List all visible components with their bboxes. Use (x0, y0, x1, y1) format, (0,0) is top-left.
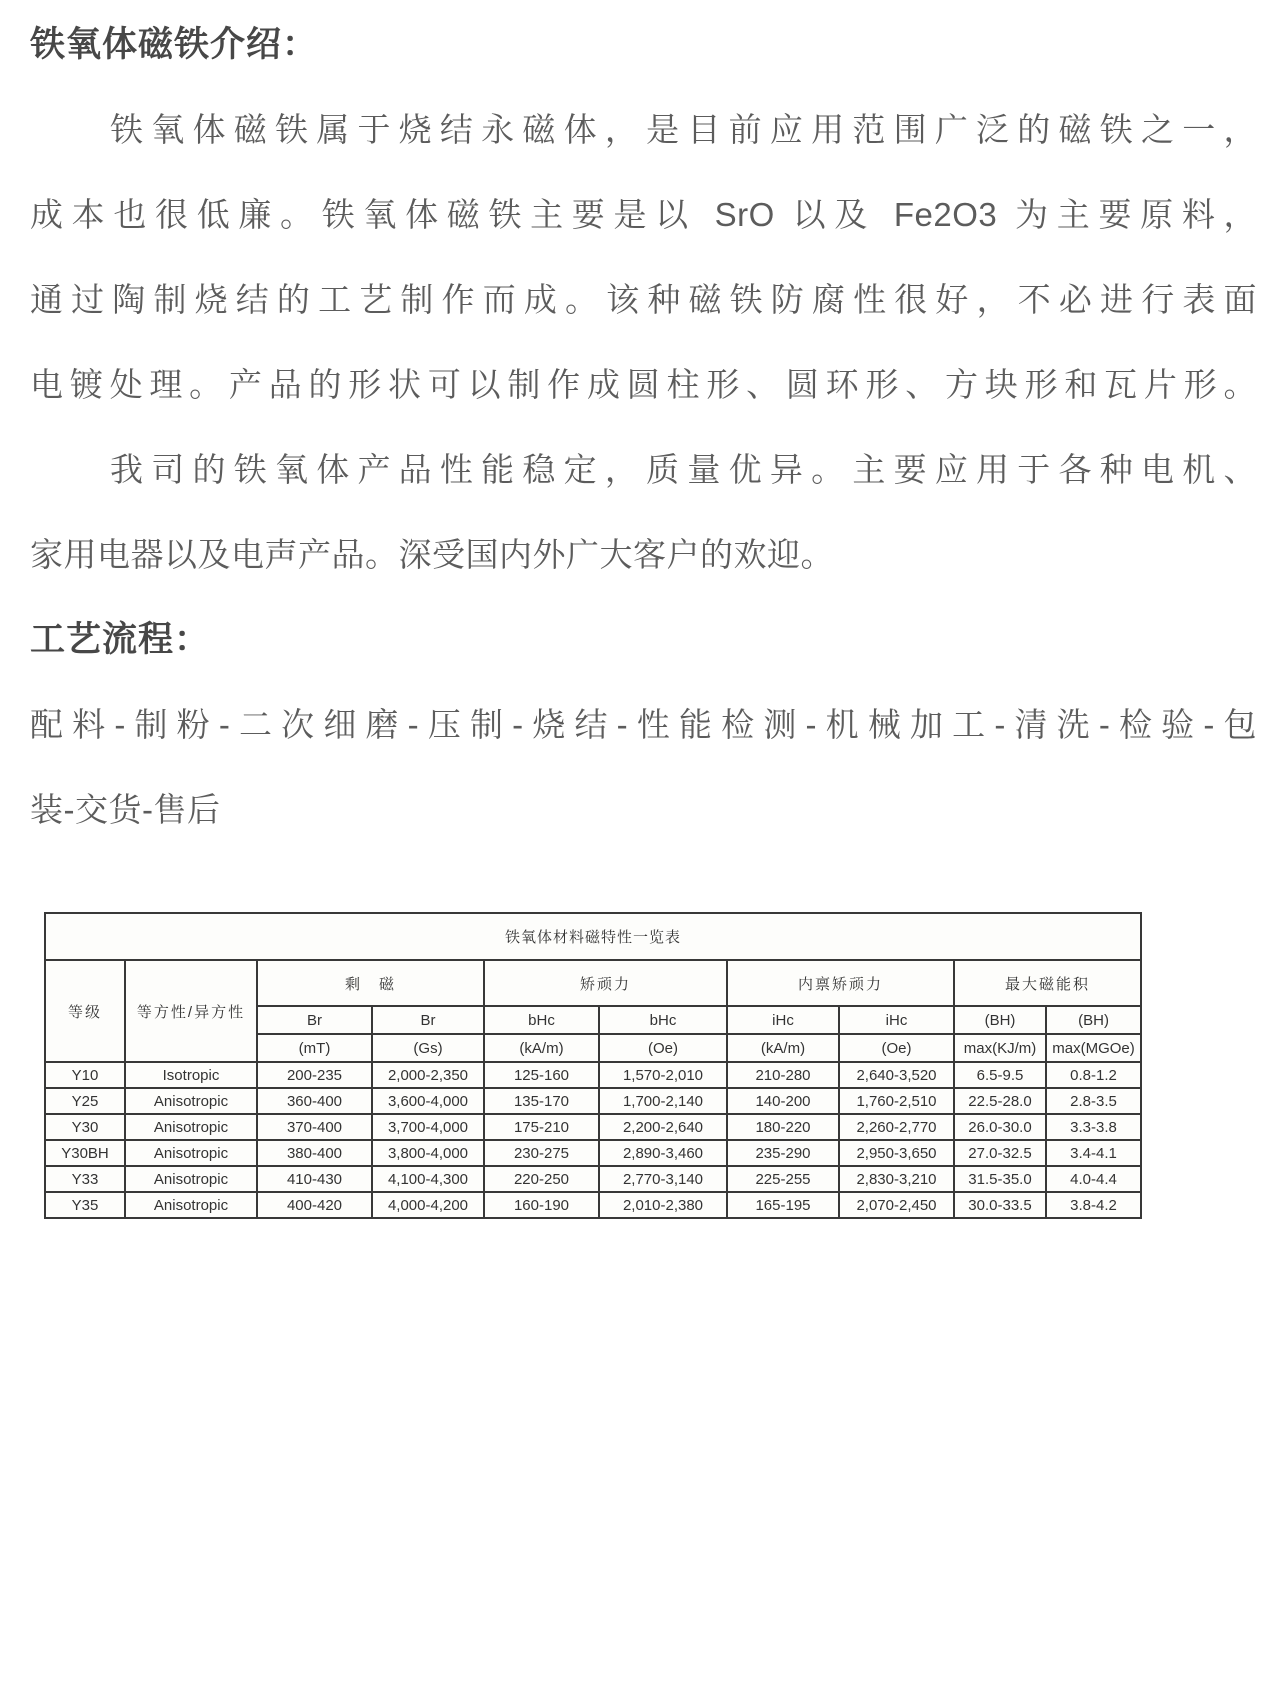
table-cell: 2,000-2,350 (372, 1062, 484, 1088)
table-cell: 3.4-4.1 (1046, 1140, 1141, 1166)
table-subheader-cell: (BH) (954, 1006, 1046, 1034)
table-unit-cell: max(MGOe) (1046, 1034, 1141, 1062)
table-cell: 27.0-32.5 (954, 1140, 1046, 1166)
table-row (45, 1088, 1141, 1114)
table-cell: 225-255 (727, 1166, 839, 1192)
table-cell: 26.0-30.0 (954, 1114, 1046, 1140)
table-cell: 2,770-3,140 (599, 1166, 727, 1192)
table-cell: 2,010-2,380 (599, 1192, 727, 1218)
table-row (45, 1114, 1141, 1140)
text-line: 我司的铁氧体产品性能稳定，质量优异。主要应用于各种电机、 (110, 451, 1257, 488)
table-group-header-row (45, 960, 1141, 1006)
magnet-properties-table (44, 912, 1142, 1219)
section-heading: 工艺流程： (30, 620, 211, 659)
table-cell: 4,000-4,200 (372, 1192, 484, 1218)
table-cell: 2.8-3.5 (1046, 1088, 1141, 1114)
table-cell: 175-210 (484, 1114, 599, 1140)
table-cell: 2,950-3,650 (839, 1140, 954, 1166)
table-cell: Anisotropic (125, 1140, 257, 1166)
table-unit-cell: (kA/m) (727, 1034, 839, 1062)
table-subheader-cell: iHc (839, 1006, 954, 1034)
table-unit-cell: (Gs) (372, 1034, 484, 1062)
table-cell: 30.0-33.5 (954, 1192, 1046, 1218)
table-subheader-cell: Br (257, 1006, 372, 1034)
table-cell: 220-250 (484, 1166, 599, 1192)
table-cell: Y33 (45, 1166, 125, 1192)
table-cell: 1,700-2,140 (599, 1088, 727, 1114)
table-cell: Anisotropic (125, 1192, 257, 1218)
table-subheader-cell: bHc (599, 1006, 727, 1034)
header-group-max-energy-product: 最大磁能积 (954, 960, 1141, 1006)
table-cell: Anisotropic (125, 1088, 257, 1114)
table-cell: 1,760-2,510 (839, 1088, 954, 1114)
table-cell: Y10 (45, 1062, 125, 1088)
document-text (30, 2, 1257, 852)
table-section (44, 912, 1257, 1219)
table-cell: 3.8-4.2 (1046, 1192, 1141, 1218)
table-unit-cell: (Oe) (599, 1034, 727, 1062)
table-title: 铁氧体材料磁特性一览表 (45, 913, 1141, 960)
table-cell: 230-275 (484, 1140, 599, 1166)
table-cell: Y35 (45, 1192, 125, 1218)
text-line: 装-交货-售后 (30, 791, 221, 828)
table-subheader-cell: bHc (484, 1006, 599, 1034)
table-cell: 400-420 (257, 1192, 372, 1218)
table-subheader-cell: Br (372, 1006, 484, 1034)
table-cell: 3,800-4,000 (372, 1140, 484, 1166)
table-cell: 2,830-3,210 (839, 1166, 954, 1192)
table-cell: 2,890-3,460 (599, 1140, 727, 1166)
table-row (45, 1166, 1141, 1192)
header-isotropy: 等方性/异方性 (125, 960, 257, 1062)
header-group-coercivity: 矫顽力 (484, 960, 727, 1006)
table-unit-cell: (Oe) (839, 1034, 954, 1062)
table-cell: 160-190 (484, 1192, 599, 1218)
table-unit-cell: (mT) (257, 1034, 372, 1062)
table-cell: 3.3-3.8 (1046, 1114, 1141, 1140)
header-group-intrinsic-coercivity: 内禀矫顽力 (727, 960, 954, 1006)
table-cell: 135-170 (484, 1088, 599, 1114)
table-cell: 165-195 (727, 1192, 839, 1218)
table-body (45, 1062, 1141, 1218)
header-group-remanence: 剩 磁 (257, 960, 484, 1006)
table-cell: 4.0-4.4 (1046, 1166, 1141, 1192)
table-cell: 2,640-3,520 (839, 1062, 954, 1088)
table-cell: 2,260-2,770 (839, 1114, 954, 1140)
table-cell: 410-430 (257, 1166, 372, 1192)
table-cell: Anisotropic (125, 1166, 257, 1192)
table-cell: Y30 (45, 1114, 125, 1140)
table-row (45, 1192, 1141, 1218)
table-cell: 370-400 (257, 1114, 372, 1140)
table-cell: 380-400 (257, 1140, 372, 1166)
table-cell: 22.5-28.0 (954, 1088, 1046, 1114)
text-line: 配料-制粉-二次细磨-压制-烧结-性能检测-机械加工-清洗-检验-包 (30, 706, 1257, 743)
header-grade: 等级 (45, 960, 125, 1062)
text-line: 通过陶制烧结的工艺制作而成。该种磁铁防腐性很好，不必进行表面 (30, 281, 1257, 318)
table-cell: 2,200-2,640 (599, 1114, 727, 1140)
table-cell: 0.8-1.2 (1046, 1062, 1141, 1088)
text-line: 成本也很低廉。铁氧体磁铁主要是以 SrO 以及 Fe2O3 为主要原料， (30, 196, 1257, 233)
table-row (45, 1062, 1141, 1088)
text-line: 电镀处理。产品的形状可以制作成圆柱形、圆环形、方块形和瓦片形。 (30, 366, 1257, 403)
table-subheader-cell: iHc (727, 1006, 839, 1034)
table-cell: 3,700-4,000 (372, 1114, 484, 1140)
table-cell: 210-280 (727, 1062, 839, 1088)
table-cell: 2,070-2,450 (839, 1192, 954, 1218)
table-cell: 3,600-4,000 (372, 1088, 484, 1114)
table-cell: Y25 (45, 1088, 125, 1114)
table-cell: Isotropic (125, 1062, 257, 1088)
table-cell: Anisotropic (125, 1114, 257, 1140)
table-cell: 360-400 (257, 1088, 372, 1114)
text-line: 家用电器以及电声产品。深受国内外广大客户的欢迎。 (30, 536, 834, 573)
table-unit-cell: (kA/m) (484, 1034, 599, 1062)
table-cell: 125-160 (484, 1062, 599, 1088)
table-subheader-cell: (BH) (1046, 1006, 1141, 1034)
table-cell: 140-200 (727, 1088, 839, 1114)
section-heading: 铁氧体磁铁介绍： (30, 25, 319, 64)
table-cell: 31.5-35.0 (954, 1166, 1046, 1192)
table-cell: 200-235 (257, 1062, 372, 1088)
table-cell: 4,100-4,300 (372, 1166, 484, 1192)
table-cell: 1,570-2,010 (599, 1062, 727, 1088)
table-title-row (45, 913, 1141, 960)
table-cell: 235-290 (727, 1140, 839, 1166)
text-line: 铁氧体磁铁属于烧结永磁体，是目前应用范围广泛的磁铁之一， (110, 111, 1257, 148)
table-cell: Y30BH (45, 1140, 125, 1166)
table-row (45, 1140, 1141, 1166)
table-unit-cell: max(KJ/m) (954, 1034, 1046, 1062)
table-cell: 6.5-9.5 (954, 1062, 1046, 1088)
table-cell: 180-220 (727, 1114, 839, 1140)
